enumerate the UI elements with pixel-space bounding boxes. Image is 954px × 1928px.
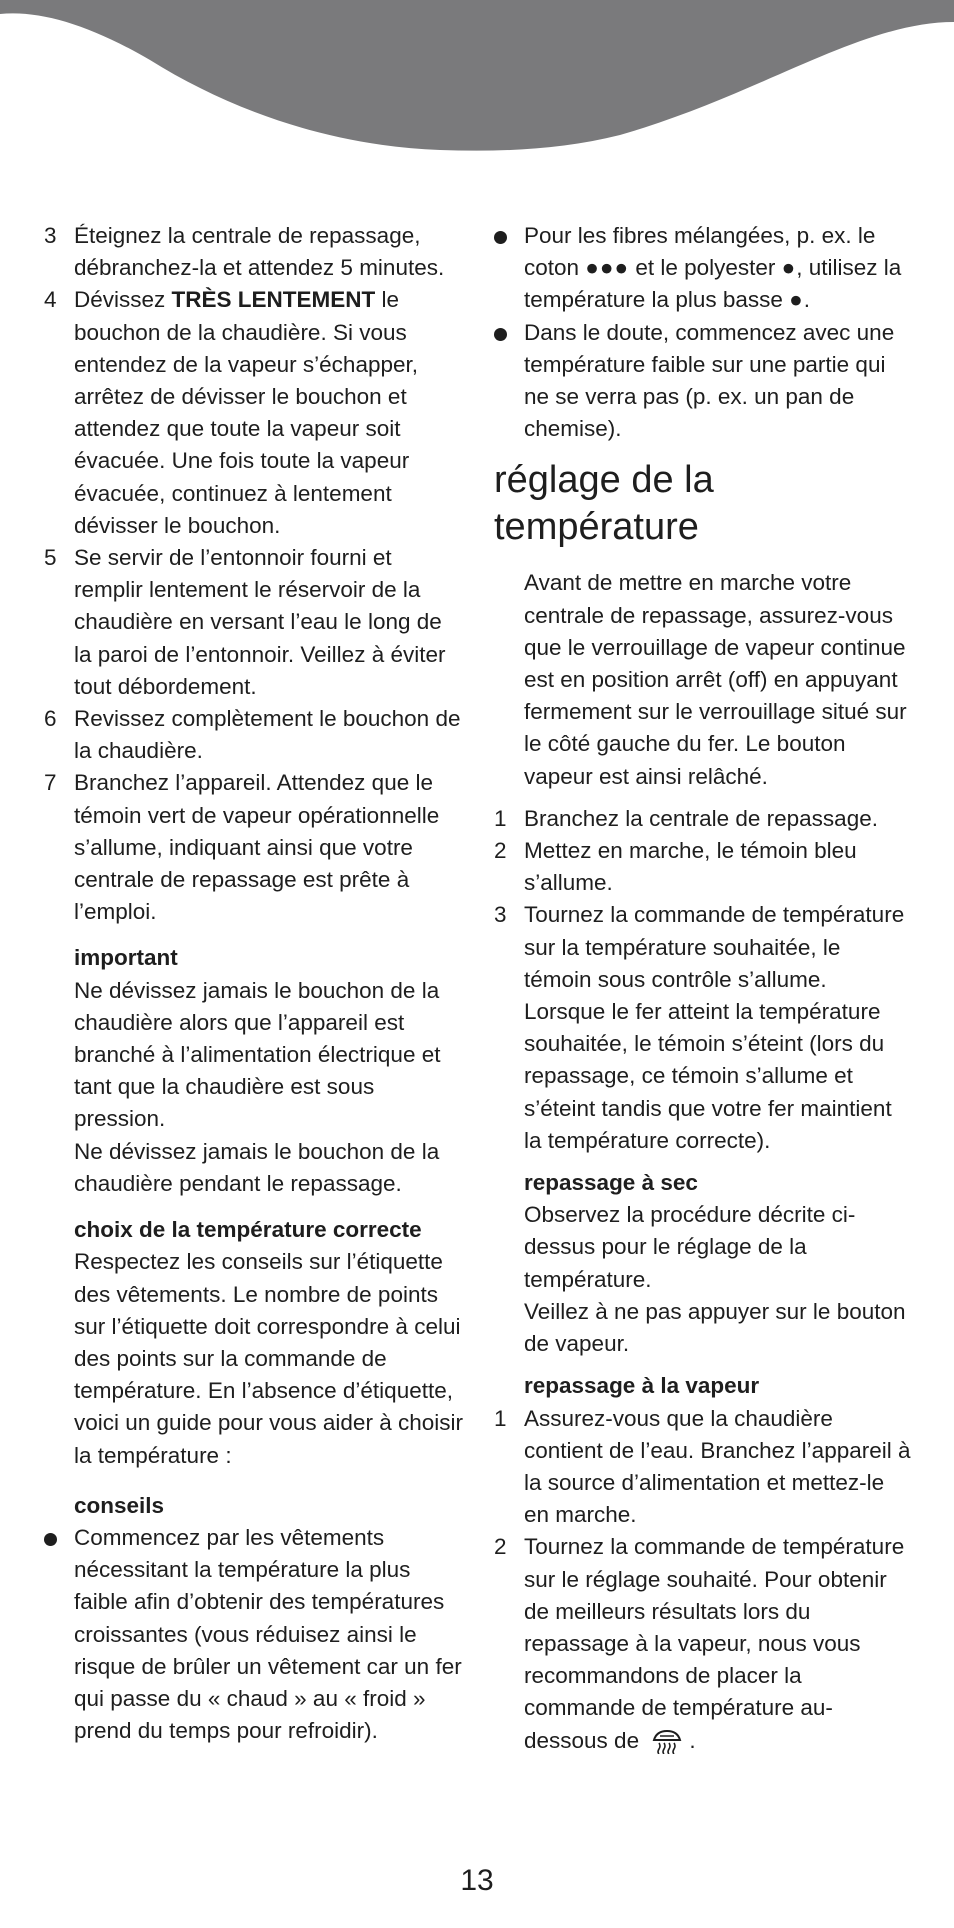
bullet-item — [494, 220, 914, 317]
list-item — [44, 542, 464, 703]
list-item — [44, 703, 464, 767]
list-item — [494, 1531, 914, 1762]
list-item — [494, 899, 914, 1157]
bullet-dot — [494, 231, 507, 244]
left-column — [44, 220, 464, 1747]
steam-ironing-heading: repassage à la vapeur — [524, 1373, 760, 1399]
right-column — [494, 220, 914, 1763]
bullet-text: Pour les fibres mélangées, p. ex. le coton — [524, 223, 876, 281]
item-text-pre: Dévissez — [74, 287, 172, 313]
header-wave-banner — [0, 0, 954, 160]
item-text: Branchez l’appareil. Attendez que le témoin vert de vapeur opérationnelle s’allume, indiquant ainsi que votre centrale de repassage est prête à l’emploi. — [74, 770, 440, 925]
bullet-text: Commencez par les vêtements nécessitant la température la plus faible afin d’obtenir des températures croissantes (vous réduisez ainsi le risque de brûler un vêtement car un fer qui passe du « chaud » au « froid » prend du temps pour refroidir). — [74, 1524, 462, 1744]
item-number: 3 — [494, 902, 507, 928]
list-item — [44, 220, 464, 284]
important-paragraph: Ne dévissez jamais le bouchon de la chaudière pendant le repassage. — [74, 1138, 440, 1196]
item-text-post: le bouchon de la chaudière. Si vous entendez de la vapeur s’échapper, arrêtez de dévisser le bouchon et attendez que toute la vapeur soit évacuée. Une fois toute la vapeur évacuée, continuez à lentement dévisser le bouchon. — [74, 287, 419, 538]
item-number: 1 — [494, 1405, 507, 1431]
bullet-dot — [44, 1533, 57, 1546]
bullet-text: . — [803, 287, 811, 313]
bullet-dot — [494, 328, 507, 341]
item-number: 7 — [44, 770, 57, 796]
item-text: Se servir de l’entonnoir fourni et remplir lentement le réservoir de la chaudière en versant l’eau le long de la paroi de l’entonnoir. Veillez à éviter tout débordement. — [74, 545, 446, 699]
list-item — [494, 803, 914, 835]
dry-ironing-paragraph: Veillez à ne pas appuyer sur le bouton de vapeur. — [524, 1298, 906, 1357]
bullet-text: Dans le doute, commencez avec une température faible sur une partie qui ne se verra pas (p. ex. un pan de chemise). — [524, 319, 895, 442]
item-text: Tournez la commande de température sur le réglage souhaité. Pour obtenir de meilleurs résultats lors du repassage à la vapeur, nous vous recommandons de placer la commande de température au-dessous de — [524, 1534, 905, 1753]
steam-setting-icon — [651, 1728, 683, 1763]
item-text-end: . — [689, 1727, 696, 1753]
temperature-choice-heading: choix de la température correcte — [74, 1217, 422, 1243]
item-text: Mettez en marche, le témoin bleu s’allume. — [524, 838, 857, 896]
tips-heading: conseils — [74, 1492, 165, 1518]
item-text: Branchez la centrale de repassage. — [524, 805, 878, 831]
item-number: 2 — [494, 838, 507, 864]
temperature-choice-paragraph: Respectez les conseils sur l’étiquette des vêtements. Le nombre de points sur l’étiquette doit correspondre à celui des points sur la commande de température. En l’absence d’étiquette, voici un guide pour vous aider à choisir la température : — [74, 1249, 463, 1468]
section-heading: réglage de la température — [494, 459, 714, 549]
important-paragraph: Ne dévissez jamais le bouchon de la chaudière alors que l’appareil est branché à l’alimentation électrique et tant que la chaudière est sous pression. — [74, 977, 441, 1132]
list-item — [44, 284, 464, 542]
important-heading: important — [74, 945, 178, 971]
list-item — [494, 835, 914, 899]
item-number: 3 — [44, 223, 57, 248]
item-number: 1 — [494, 805, 507, 831]
list-item — [44, 767, 464, 928]
dry-ironing-heading: repassage à sec — [524, 1170, 698, 1196]
item-number: 4 — [44, 287, 57, 313]
item-number: 2 — [494, 1534, 507, 1560]
three-dot-symbol: ●●● — [585, 255, 630, 281]
item-text: Tournez la commande de température sur la température souhaitée, le témoin sous contrôle s’allume. Lorsque le fer atteint la température souhaitée, le témoin s’éteint (lors du repassage, ce témoin s’allume et s’éteint tandis que votre fer maintient la température correcte). — [524, 902, 905, 1153]
item-text-emphasis: TRÈS LENTEMENT — [171, 287, 376, 313]
dry-ironing-paragraph: Observez la procédure décrite ci-dessus pour le réglage de la température. — [524, 1202, 856, 1292]
intro-paragraph: Avant de mettre en marche votre centrale de repassage, assurez-vous que le verrouillage de vapeur continue est en position arrêt (off) en appuyant fermement sur le verrouillage situé sur le côté gauche du fer. Le bouton vapeur est ainsi relâché. — [524, 570, 907, 789]
one-dot-symbol: ● — [781, 255, 797, 281]
item-text: Éteignez la centrale de repassage, débranchez-la et attendez 5 minutes. — [74, 223, 445, 281]
page-number: 13 — [460, 1864, 494, 1897]
bullet-item — [44, 1522, 464, 1747]
bullet-text: , utilisez la température la plus basse — [524, 255, 902, 313]
item-text: Assurez-vous que la chaudière contient de l’eau. Branchez l’appareil à la source d’alimentation et mettez-le en marche. — [524, 1405, 911, 1528]
one-dot-symbol: ● — [789, 287, 804, 313]
bullet-text: et le polyester — [629, 255, 782, 281]
item-number: 5 — [44, 545, 57, 571]
item-number: 6 — [44, 706, 57, 732]
item-text: Revissez complètement le bouchon de la chaudière. — [74, 706, 461, 764]
bullet-item — [494, 317, 914, 446]
list-item — [494, 1403, 914, 1532]
